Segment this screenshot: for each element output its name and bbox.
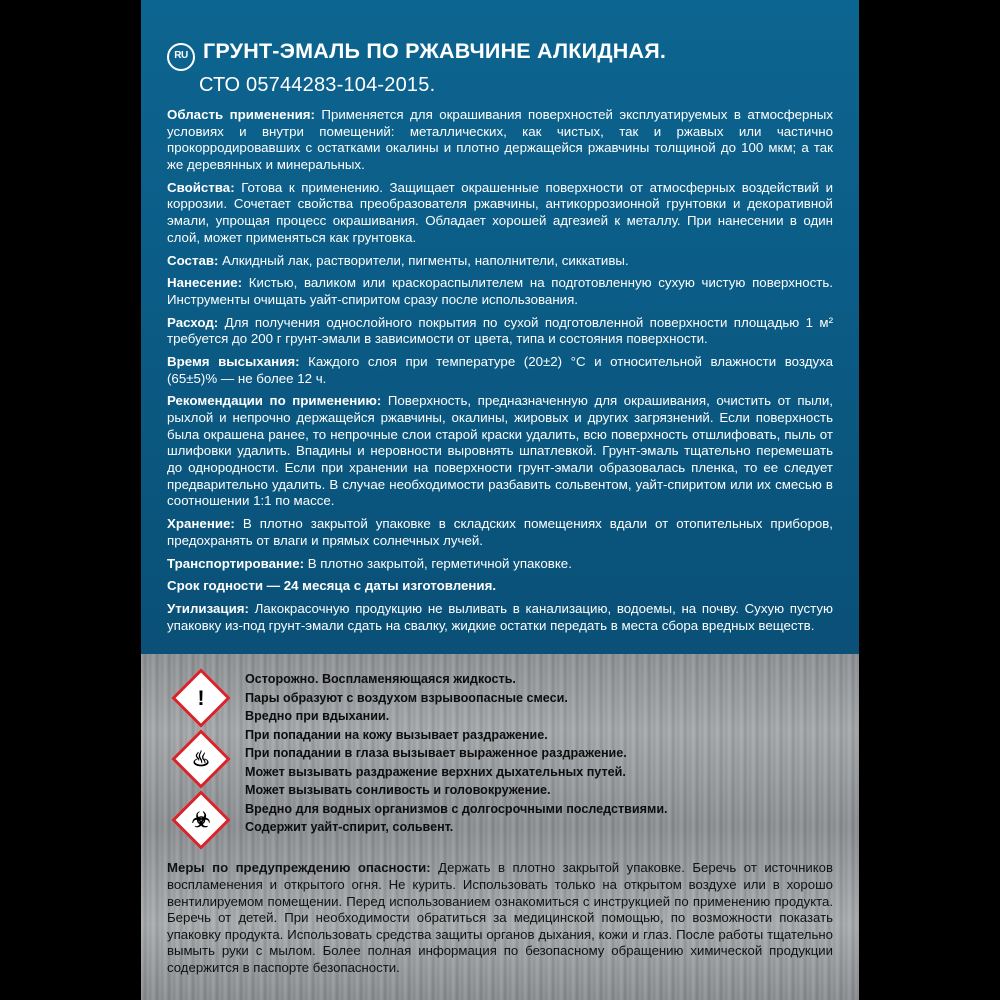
precautionary-statements [167, 860, 833, 976]
section-heading: Срок годности — 24 месяца с даты изготовления. [167, 578, 497, 594]
info-panel [141, 0, 859, 654]
section-text: Поверхность, предназначенную для окрашивания, очистить от пыли, рыхлой и непрочно держащейся ржавчины, окалины, жировых и других загрязнений. Если поверхность была окрашена ранее, то непрочные слои старой краски удалить, всю поверхность отшлифовать, пыль от шлифовки удалить. Впадины и неровности выровнять шпатлевкой. Грунт-эмаль тщательно перемешать до однородности. Если при хранении на поверхности грунт-эмали образовалась пленка, то ее следует предварительно удалить. В случае необходимости разбавить сольвентом, уайт-спиритом или их смесью в соотношении 1:1 по массе. [167, 393, 833, 509]
section-storage [167, 516, 833, 549]
section-text: Для получения однослойного покрытия по сухой подготовленной поверхности площадью 1 м² требуется до 200 г грунт-эмали в зависимости от цвета, типа и состояния поверхности. [167, 314, 833, 347]
hazard-statement: Вредно для водных организмов с долгосрочными последствиями. [245, 801, 668, 816]
section-drying-time [167, 354, 833, 387]
section-heading: Состав: [167, 252, 219, 268]
section-heading: Нанесение: [167, 275, 243, 291]
title-row [167, 40, 833, 71]
section-properties [167, 180, 833, 247]
section-disposal [167, 601, 833, 634]
hazard-panel [141, 654, 859, 1000]
section-text: Каждого слоя при температуре (20±2) °С и относительной влажности воздуха (65±5)% — не более 12 ч. [167, 353, 833, 386]
section-text: Кистью, валиком или краскораспылителем на подготовленную сухую чистую поверхность. Инструменты очищать уайт-спиритом сразу после использования. [167, 275, 833, 307]
section-recommendations [167, 393, 833, 510]
section-transport [167, 556, 833, 573]
section-heading: Утилизация: [167, 600, 249, 616]
precaution-text: Держать в плотно закрытой упаковке. Беречь от источников воспламенения и открытого огня. Не курить. Использовать только на открытом воздухе или в хорошо вентилируемом помещении. Перед использованием ознакомиться с инструкцией по применению продукта. Беречь от детей. При необходимости обратиться за медицинской помощью, по возможности показать упаковку продукта. Использовать средства защиты органов дыхания, кожи и глаз. После работы тщательно вымыть руки с мылом. Более полная информация по безопасному обращению химической продукции содержится в паспорте безопасности. [167, 860, 833, 975]
precaution-heading: Меры по предупреждению опасности: [167, 860, 431, 876]
section-heading: Транспортирование: [167, 555, 305, 571]
hazard-statement-list [245, 670, 833, 837]
flammable-pictogram [175, 733, 227, 785]
environment-hazard-pictogram [175, 794, 227, 846]
hazard-statement: Может вызывать сонливость и головокружение. [245, 783, 551, 798]
standard-code: СТО 05744283-104-2015. [199, 74, 436, 96]
ru-badge-icon: RU [167, 43, 195, 71]
exclamation-mark-icon: ! [197, 686, 205, 710]
section-text: Готова к применению. Защищает окрашенные поверхности от атмосферных воздействий и коррозии. Сочетает свойства преобразователя ржавчины, антикоррозионной грунтовки и декоративной эмали, упрощая процесс окрашивания. Обладает хорошей адгезией к металлу. При нанесении в один слой, может применяться как грунтовка. [167, 179, 833, 245]
hazard-statement: Вредно при вдыхании. [245, 709, 390, 724]
section-shelf-life [167, 578, 833, 595]
page-title: ГРУНТ-ЭМАЛЬ ПО РЖАВЧИНЕ АЛКИДНАЯ. [203, 39, 667, 63]
hazard-statement: Содержит уайт-спирит, сольвент. [245, 820, 454, 835]
section-heading: Хранение: [167, 516, 235, 532]
section-heading: Расход: [167, 314, 219, 330]
section-text: Лакокрасочную продукцию не выливать в канализацию, водоемы, на почву. Сухую пустую упаковку из-под грунт-эмали сдать на свалку, жидкие остатки передать в места сбора вредных веществ. [167, 600, 833, 633]
section-heading: Время высыхания: [167, 353, 300, 369]
flame-icon: ♨ [191, 747, 211, 771]
section-text: В плотно закрытой, герметичной упаковке. [304, 555, 572, 571]
section-text: Алкидный лак, растворители, пигменты, наполнители, сиккативы. [218, 252, 629, 268]
section-text: В плотно закрытой упаковке в складских помещениях вдали от отопительных приборов, предохранять от влаги и прямых солнечных лучей. [167, 516, 833, 548]
hazard-statement: Может вызывать раздражение верхних дыхательных путей. [245, 764, 626, 779]
hazard-statement: При попадании в глаза вызывает выраженное раздражение. [245, 746, 627, 761]
section-application-method [167, 275, 833, 308]
section-text: Применяется для окрашивания поверхностей эксплуатируемых в атмосферных условиях и внутри помещений: металлических, как чистых, так и ржавых или частично прокорродировавших с остатками окалины и плотно держащейся ржавчины толщиной до 100 мкм; а так же деревянных и минеральных. [167, 107, 833, 173]
hazard-block [167, 670, 833, 846]
section-heading: Рекомендации по применению: [167, 393, 382, 409]
exclamation-mark-pictogram [175, 672, 227, 724]
section-heading: Область применения: [167, 107, 315, 122]
product-label [141, 0, 859, 1000]
section-application [167, 107, 833, 174]
section-consumption [167, 315, 833, 348]
environment-icon: ☣ [191, 808, 211, 832]
hazard-statement: Пары образуют с воздухом взрывоопасные смеси. [245, 690, 568, 705]
pictogram-column [167, 670, 235, 846]
hazard-statement: При попадании на кожу вызывает раздражение. [245, 727, 548, 742]
hazard-statement: Осторожно. Воспламеняющаяся жидкость. [245, 672, 516, 687]
section-heading: Свойства: [167, 179, 235, 195]
section-composition [167, 253, 833, 270]
